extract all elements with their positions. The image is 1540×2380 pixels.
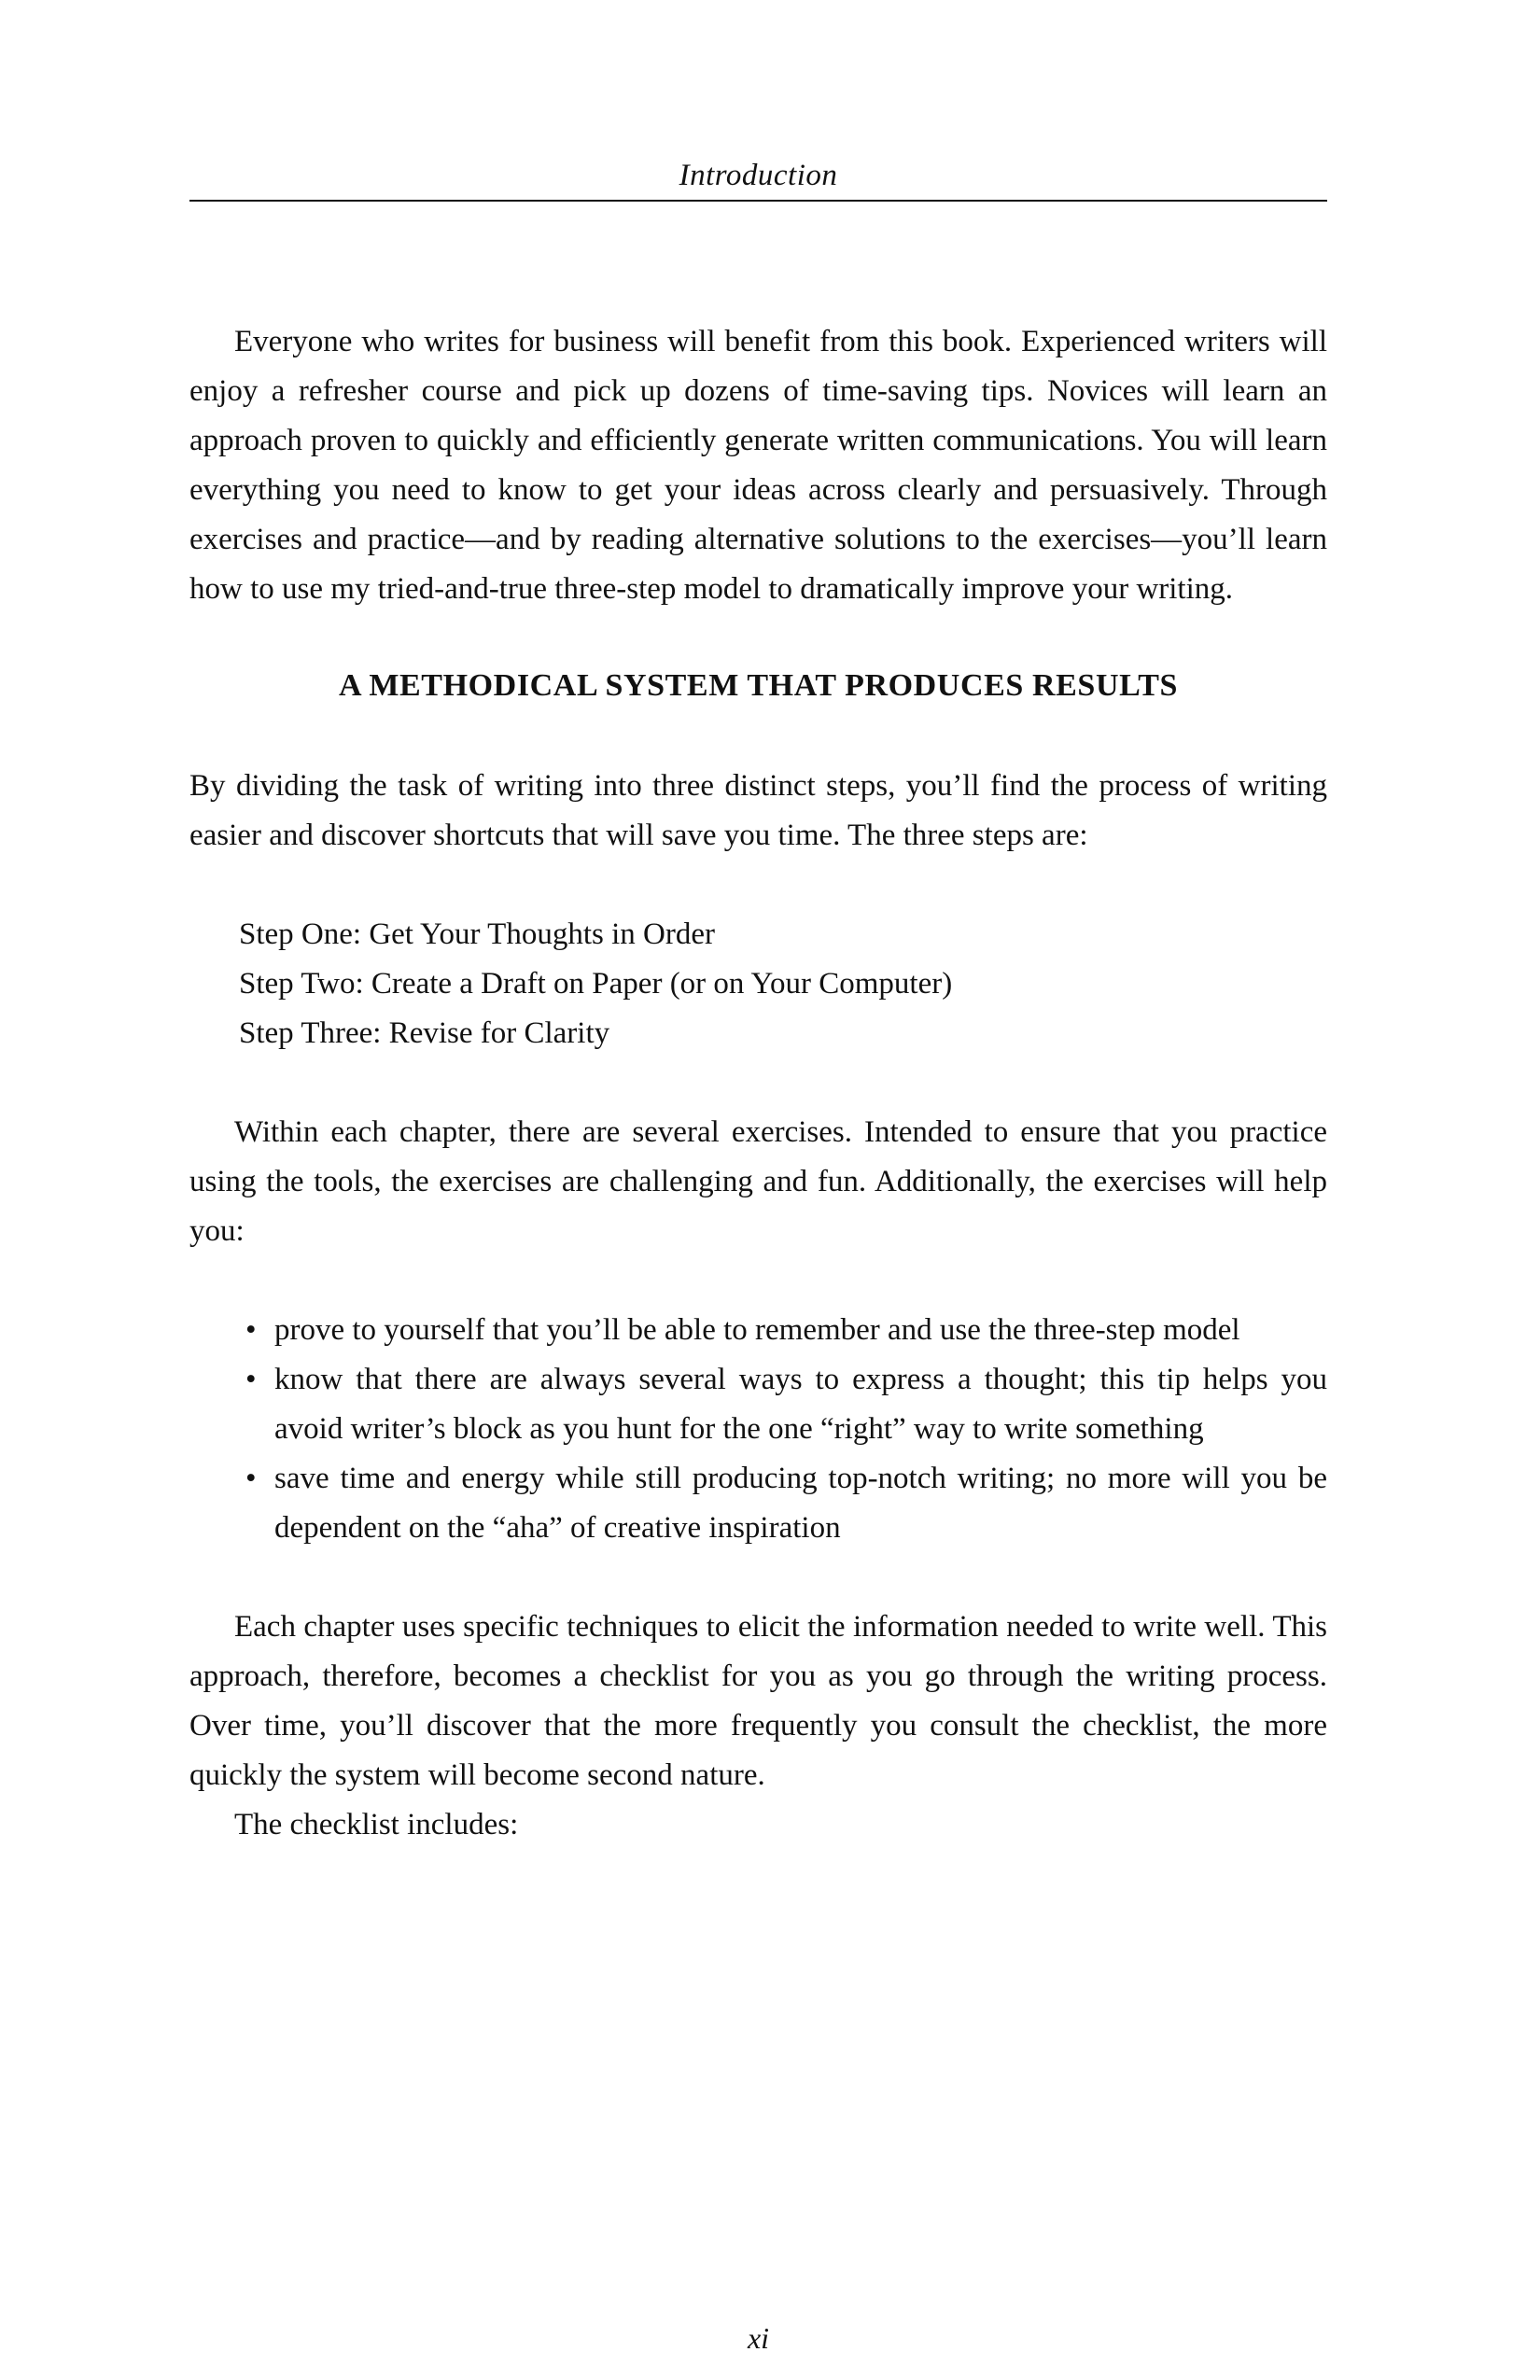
- running-header: [189, 159, 1327, 209]
- bullet-item: • save time and energy while still producing top-notch writing; no more will you be dependent on the “aha” of creative inspiration: [274, 1454, 1327, 1553]
- bullet-list: [189, 1306, 1327, 1553]
- step-item: Step One: Get Your Thoughts in Order: [239, 917, 715, 951]
- bullet-item: • prove to yourself that you’ll be able to remember and use the three-step model: [274, 1306, 1327, 1355]
- bullet-item: • know that there are always several ways to express a thought; this tip helps you avoid writer’s block as you hunt for the one “right” way to write something: [274, 1355, 1327, 1454]
- paragraph-checklist-includes: The checklist includes:: [234, 1808, 519, 1841]
- paragraph-intro: Everyone who writes for business will benefit from this book. Experienced writers will enjoy a refresher course and pick up dozens of time-saving tips. Novices will learn an approach proven to quickly and efficiently generate written communications. You will learn everything you need to know to get your ideas across clearly and persuasively. Through exercises and practice—and by reading alternative solutions to the exercises—you’ll learn how to use my tried-and-true three-step model to dramatically improve your writing.: [189, 325, 1327, 606]
- section-heading: A METHODICAL SYSTEM THAT PRODUCES RESULTS: [338, 668, 1179, 703]
- step-item: Step Three: Revise for Clarity: [239, 1016, 610, 1050]
- paragraph-three-steps: By dividing the task of writing into three distinct steps, you’ll find the process of writing easier and discover shortcuts that will save you time. The three steps are:: [189, 769, 1327, 852]
- paragraph-checklist: Each chapter uses specific techniques to elicit the information needed to write well. This approach, therefore, becomes a checklist for you as you go through the writing process. Over time, you’ll discover that the more frequently you consult the checklist, the more quickly the system will become second nature.: [189, 1610, 1327, 1792]
- page-number: xi: [747, 2321, 770, 2355]
- running-header-title: Introduction: [679, 159, 838, 192]
- paragraph-exercises: Within each chapter, there are several exercises. Intended to ensure that you practice using the tools, the exercises are challenging and fun. Additionally, the exercises will help you:: [189, 1115, 1327, 1248]
- steps-list: [239, 910, 1327, 1058]
- step-item: Step Two: Create a Draft on Paper (or on Your Computer): [239, 967, 953, 1001]
- header-rule: [189, 200, 1327, 202]
- page-body: [189, 317, 1327, 1850]
